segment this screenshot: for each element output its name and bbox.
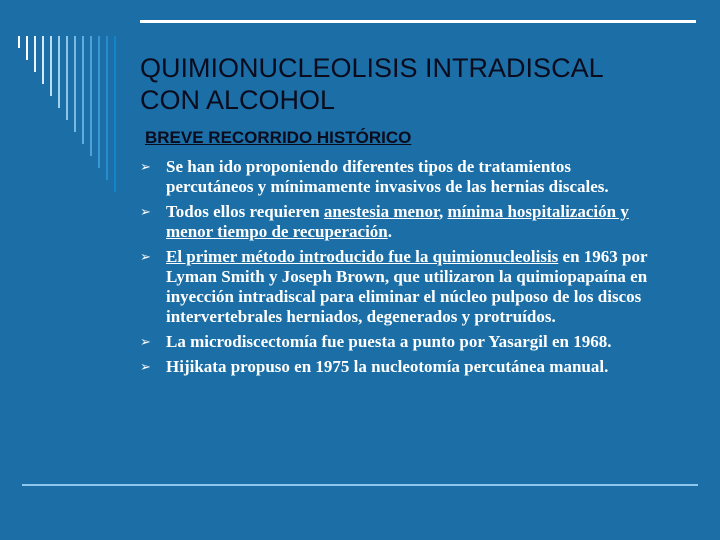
stripe: [42, 36, 44, 84]
arrow-bullet-icon: ➢: [140, 359, 151, 374]
stripe: [82, 36, 84, 144]
stripe: [26, 36, 28, 60]
bullet-text: Se han ido proponiendo diferentes tipos de tratamientos percutáneos y mínimamente invasivos de las hernias discales.: [166, 157, 609, 196]
arrow-bullet-icon: ➢: [140, 249, 151, 264]
slide-title-line-1: QUIMIONUCLEOLISIS INTRADISCAL: [140, 53, 604, 83]
stripe: [34, 36, 36, 72]
stripe: [114, 36, 116, 192]
bullet-item-3: [136, 247, 661, 327]
slide-title-line-2: CON ALCOHOL: [140, 85, 336, 115]
bullet-item-1: [136, 157, 661, 197]
underlined-minima-hospitalizacion: mínima hospitalización y menor tiempo de recuperación: [166, 202, 629, 241]
bullet-item-4: [136, 332, 661, 352]
slide-subtitle: BREVE RECORRIDO HISTÓRICO: [145, 128, 412, 147]
arrow-bullet-icon: ➢: [140, 204, 151, 219]
stripe: [98, 36, 100, 168]
stripe: [66, 36, 68, 120]
bullet-list: [136, 157, 661, 382]
arrow-bullet-icon: ➢: [140, 334, 151, 349]
bullet-text: Todos ellos requieren: [166, 202, 324, 221]
bullet-text: Hijikata propuso en 1975 la nucleotomía percutánea manual.: [166, 357, 609, 376]
bullet-text: La microdiscectomía fue puesta a punto por Yasargil en 1968.: [166, 332, 612, 351]
stripe: [18, 36, 20, 48]
underlined-primer-metodo: El primer método introducido fue la quimionucleolisis: [166, 247, 559, 266]
bullet-period: .: [387, 222, 392, 241]
stripe: [90, 36, 92, 156]
bottom-rule: [22, 484, 698, 486]
stripe: [74, 36, 76, 132]
stripe: [58, 36, 60, 108]
underlined-anestesia-menor: anestesia menor: [323, 202, 439, 221]
bullet-item-2: [136, 202, 661, 242]
slide-title: [140, 52, 700, 116]
bullet-separator: ,: [438, 202, 448, 221]
bullet-text: en 1963 por Lyman Smith y Joseph Brown, que utilizaron la quimiopapaína en inyección intradiscal para eliminar el núcleo pulposo de los discos intervertebrales herniados, degenerados y protruídos.: [166, 247, 648, 326]
top-rule: [140, 20, 696, 23]
stripe: [106, 36, 108, 180]
stripe: [50, 36, 52, 96]
arrow-bullet-icon: ➢: [140, 159, 151, 174]
bullet-item-5: [136, 357, 661, 377]
